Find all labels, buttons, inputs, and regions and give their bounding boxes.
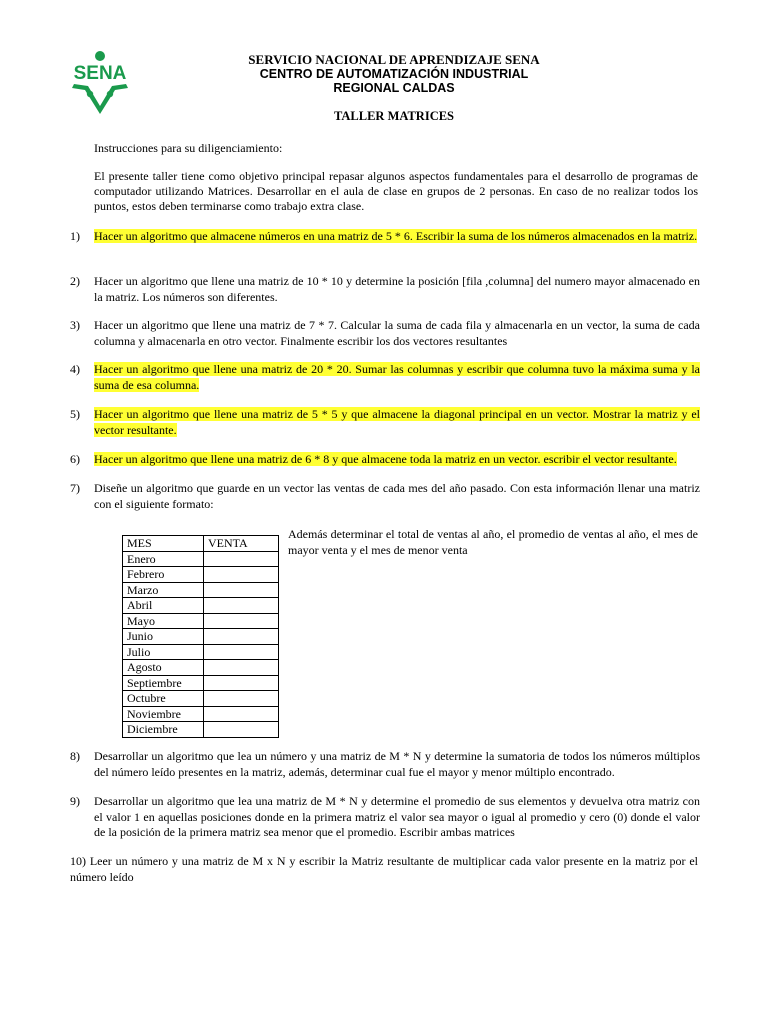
item-text: Hacer un algoritmo que llene una matriz de 10 * 10 y determine la posición [fila ,columna] del numero mayor almacenado en la matriz. Los números son diferentes. [94, 274, 700, 304]
instructions-label: Instrucciones para su diligenciamiento: [94, 141, 283, 155]
table-row [123, 551, 279, 567]
list-item [70, 481, 700, 512]
sales-cell[interactable] [204, 598, 279, 614]
item-text: Hacer un algoritmo que almacene números en una matriz de 5 * 6. Escribir la suma de los números almacenados en la matriz. [94, 229, 698, 243]
header-cell-mes: MES [123, 536, 204, 552]
month-cell: Diciembre [123, 722, 204, 738]
item-text: Desarrollar un algoritmo que lea un número y una matriz de M * N y determine la sumatoria de todos los números múltiplos del número leído presentes en la matriz, además, determinar cual fue el mayor y menor múltiplo encontrado. [94, 749, 700, 779]
item-number: 7) [70, 481, 80, 495]
list-item [70, 274, 700, 305]
month-cell: Noviembre [123, 706, 204, 722]
table-row [123, 629, 279, 645]
month-cell: Julio [123, 644, 204, 660]
month-cell: Febrero [123, 567, 204, 583]
item-number: 2) [70, 274, 80, 288]
month-cell: Mayo [123, 613, 204, 629]
table-row [123, 660, 279, 676]
table-row [123, 722, 279, 738]
sales-cell[interactable] [204, 660, 279, 676]
item-text: Hacer un algoritmo que llene una matriz de 20 * 20. Sumar las columnas y escribir que columna tuvo la máxima suma y la suma de esa columna. [94, 362, 700, 392]
item-number: 1) [70, 229, 80, 243]
table-row [123, 691, 279, 707]
list-item [70, 362, 700, 393]
item-number: 3) [70, 318, 80, 332]
item-text: Hacer un algoritmo que llene una matriz de 5 * 5 y que almacene la diagonal principal en un vector. Mostrar la matriz y el vector resultante. [94, 407, 700, 437]
table-row [123, 706, 279, 722]
sales-cell[interactable] [204, 582, 279, 598]
item-text: Diseñe un algoritmo que guarde en un vector las ventas de cada mes del año pasado. Con esta información llenar una matriz con el siguiente formato: [94, 481, 700, 511]
sales-table [122, 535, 279, 738]
table-row [123, 567, 279, 583]
sales-cell[interactable] [204, 551, 279, 567]
month-cell: Agosto [123, 660, 204, 676]
sales-cell[interactable] [204, 567, 279, 583]
month-cell: Abril [123, 598, 204, 614]
logo-text: SENA [73, 63, 127, 84]
item-number: 9) [70, 794, 80, 808]
list-item [70, 749, 700, 780]
list-item [70, 452, 700, 468]
sales-cell[interactable] [204, 691, 279, 707]
list-item [70, 794, 700, 841]
table-row [123, 582, 279, 598]
month-cell: Septiembre [123, 675, 204, 691]
list-item [70, 407, 700, 438]
month-cell: Octubre [123, 691, 204, 707]
item-number: 6) [70, 452, 80, 466]
item-text: Hacer un algoritmo que llene una matriz de 6 * 8 y que almacene toda la matriz en un vector. escribir el vector resultante. [94, 452, 677, 466]
intro-paragraph: El presente taller tiene como objetivo principal repasar algunos aspectos fundamentales para el desarrollo de programas de computador utilizando Matrices. Desarrollar en el aula de clase en grupos de 2 personas. En caso de no realizar todos los puntos, estos deben terminarse como trabajo extra clase. [94, 169, 698, 213]
table-header-row [123, 536, 279, 552]
org-name: SERVICIO NACIONAL DE APRENDIZAJE SENA [248, 52, 540, 67]
center-name: CENTRO DE AUTOMATIZACIÓN INDUSTRIAL [259, 67, 529, 81]
item-number: 5) [70, 407, 80, 421]
table-row [123, 598, 279, 614]
list-item-10: 10) Leer un número y una matriz de M x N y escribir la Matriz resultante de multiplicar cada valor presente en la matriz por el número leído [70, 854, 698, 884]
table-note: Además determinar el total de ventas al año, el promedio de ventas al año, el mes de mayor venta y el mes de menor venta [288, 527, 698, 557]
table-row [123, 644, 279, 660]
region-name: REGIONAL CALDAS [333, 81, 455, 95]
month-cell: Junio [123, 629, 204, 645]
month-cell: Marzo [123, 582, 204, 598]
table-row [123, 675, 279, 691]
sales-cell[interactable] [204, 629, 279, 645]
sales-cell[interactable] [204, 706, 279, 722]
sales-cell[interactable] [204, 722, 279, 738]
sales-cell[interactable] [204, 675, 279, 691]
month-cell: Enero [123, 551, 204, 567]
document-title: TALLER MATRICES [333, 109, 455, 123]
item-number: 8) [70, 749, 80, 763]
table-row [123, 613, 279, 629]
item-text: Hacer un algoritmo que llene una matriz de 7 * 7. Calcular la suma de cada fila y almacenarla en un vector, la suma de cada columna y almacenarla en otro vector. Finalmente escribir los dos vectores resultantes [94, 318, 700, 348]
list-item [70, 318, 700, 349]
item-text: Desarrollar un algoritmo que lea una matriz de M * N y determine el promedio de sus elementos y devuelva otra matriz con el valor 1 en aquellas posiciones donde en la primera matriz el valor sea mayor o igual al promedio y cero (0) donde el valor de la posición de la primera matriz sea menor que el promedio. Escribir ambas matrices [94, 794, 700, 839]
list-item [70, 229, 700, 245]
sales-cell[interactable] [204, 613, 279, 629]
header-cell-venta: VENTA [204, 536, 279, 552]
item-number: 4) [70, 362, 80, 376]
sales-cell[interactable] [204, 644, 279, 660]
